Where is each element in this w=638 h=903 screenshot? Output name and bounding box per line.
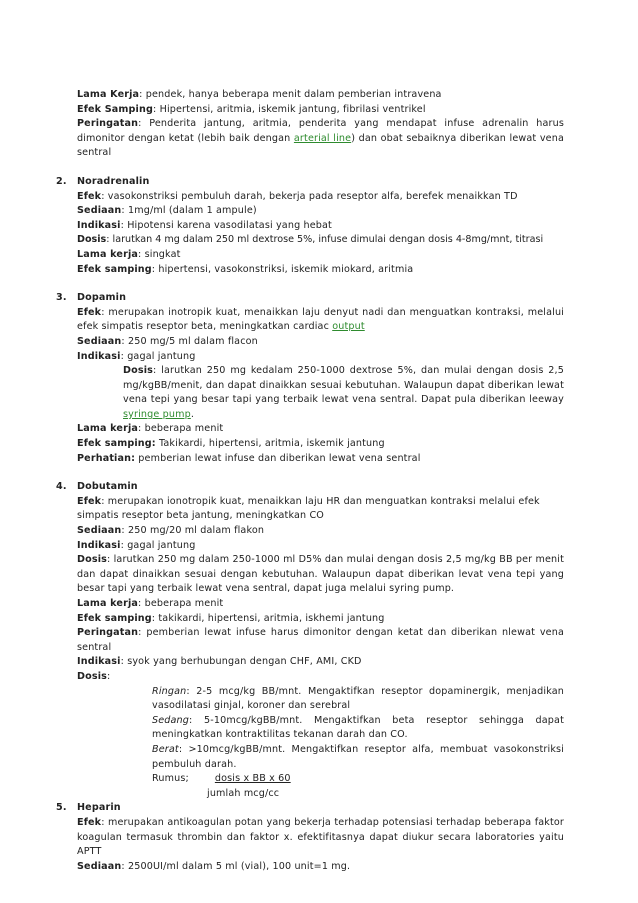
dopamin-efek-samping <box>56 437 564 452</box>
dobutamin-dosis <box>56 553 564 597</box>
rumus-denominator: jumlah mcg/cc <box>207 787 280 799</box>
section-number: 3. <box>56 292 67 304</box>
dopamin-perhatian <box>56 452 564 467</box>
section-title: Dopamin <box>77 292 127 304</box>
dobutamin-dosis-sedang <box>56 714 564 743</box>
dobutamin-dosis-berat <box>56 743 564 772</box>
section-heading-noradrenalin <box>56 175 564 190</box>
value: : 2-5 mcg/kg BB/mnt. Mengaktifkan reseptor dopaminergik, menjadikan vasodilatasi ginjal, koroner dan serebral <box>152 685 564 712</box>
label: Dosis <box>123 365 154 377</box>
rumus-numerator: dosis x BB x 60 <box>214 773 291 785</box>
section-number: 4. <box>56 481 67 493</box>
section-number: 5. <box>56 802 67 814</box>
label: Perhatian: <box>77 452 136 464</box>
value: : beberapa menit <box>138 598 224 609</box>
label: Peringatan <box>77 627 139 639</box>
document-content <box>56 88 564 874</box>
value: : vasokonstriksi pembuluh darah, bekerja pada reseptor alfa, berefek menaikkan TD <box>101 190 518 202</box>
dopamin-dosis <box>56 364 564 422</box>
label: Lama Kerja <box>77 89 140 100</box>
value: : <box>107 670 111 682</box>
label: Peringatan <box>77 118 139 130</box>
value: : Hipertensi, aritmia, iskemik jantung, fibrilasi ventrikel <box>153 103 426 115</box>
heparin-sediaan <box>56 860 564 875</box>
dobutamin-efek-samping <box>56 612 564 627</box>
label: Efek samping <box>77 263 152 275</box>
label: Indikasi <box>77 219 121 231</box>
label: Rumus; <box>152 773 189 785</box>
noradrenalin-indikasi <box>56 219 564 234</box>
value: : merupakan ionotropik kuat, menaikkan laju HR dan menguatkan kontraksi melalui efek simpatis reseptor beta jantung, meningkatkan CO <box>77 495 540 522</box>
label: Indikasi <box>77 539 121 551</box>
label: Sediaan <box>77 525 122 537</box>
section-title: Heparin <box>77 802 121 814</box>
value: : syok yang berhubungan dengan CHF, AMI, CKD <box>120 656 362 668</box>
value: : Hipotensi karena vasodilatasi yang hebat <box>120 219 332 231</box>
dopamin-efek <box>56 306 564 335</box>
noradrenalin-dosis <box>56 233 564 248</box>
dobutamin-dosis-ringan <box>56 685 564 714</box>
noradrenalin-sediaan <box>56 204 564 219</box>
label: Berat <box>152 743 179 755</box>
label: Efek <box>77 306 102 318</box>
section-heading-heparin <box>56 801 564 816</box>
section-heading-dopamin <box>56 291 564 306</box>
dobutamin-peringatan <box>56 626 564 655</box>
dobutamin-dosis-2 <box>56 670 564 685</box>
value: : 250 mg/5 ml dalam flacon <box>121 335 258 347</box>
noradrenalin-efek <box>56 190 564 205</box>
label: Efek <box>77 816 102 828</box>
value: : 250 mg/20 ml dalam flakon <box>121 525 265 537</box>
label: Efek <box>77 495 102 507</box>
syringe-pump-link[interactable]: syringe pump <box>123 408 191 420</box>
value: : >10mcg/kgBB/mnt. Mengaktifkan reseptor alfa, membuat vasokonstriksi pembuluh darah. <box>152 743 564 770</box>
value: : gagal jantung <box>120 350 196 362</box>
value: : hipertensi, vasokonstriksi, iskemik miokard, aritmia <box>151 263 414 275</box>
value: : Penderita jantung, aritmia, penderita yang mendapat infuse adrenalin harus dimonitor dengan ketat (lebih baik dengan <box>77 118 564 144</box>
value: Takikardi, hipertensi, aritmia, iskemik jantung <box>155 438 385 450</box>
value: : larutkan 250 mg kedalam 250-1000 dextrose 5%, dan mulai dengan dosis 2,5 mg/kgBB/menit, dan dapat dinaikkan sesuai kebutuhan. Walaupun dapat diberikan lewat vena tepi yang besar tapi yang terbaik lewat vena sentral. Dapat pula diberikan leeway <box>123 365 564 406</box>
dopamin-lama-kerja <box>56 422 564 437</box>
output-link[interactable]: output <box>332 321 365 333</box>
section-title: Dobutamin <box>77 481 138 493</box>
value: : pendek, hanya beberapa menit dalam pemberian intravena <box>139 89 442 100</box>
label: Dosis <box>77 234 107 246</box>
value: : pemberian lewat infuse harus dimonitor dengan ketat dan diberikan nlewat vena sentral <box>77 627 564 653</box>
value: : 2500UI/ml dalam 5 ml (vial), 100 unit=1 mg. <box>121 860 351 872</box>
value: . <box>190 408 195 420</box>
noradrenalin-lama-kerja <box>56 248 564 263</box>
heparin-efek <box>56 816 564 860</box>
label: Dosis <box>77 554 108 566</box>
dobutamin-indikasi <box>56 539 564 554</box>
label: Indikasi <box>77 656 121 668</box>
value: : larutkan 250 mg dalam 250-1000 ml D5% dan mulai dengan dosis 2,5 mg/kg BB per menit dan dapat dinaikkan sesuai dengan kebutuhan. Walaupun dapat diberikan levat vena tepi yang besar tapi yang terbaik lewat vena sentral, dapat juga melalui syring pump. <box>77 554 564 595</box>
value: : takikardi, hipertensi, aritmia, iskhemi jantung <box>151 612 385 624</box>
value: : gagal jantung <box>120 539 196 551</box>
value: : merupakan antikoagulan potan yang bekerja terhadap potensiasi terhadap beberapa faktor koagulan termasuk thrombin dan faktor x. efektifitasnya dapat diukur secara laboratories yaitu APTT <box>77 816 564 858</box>
label: Efek Samping <box>77 103 153 115</box>
label: Sediaan <box>77 860 122 872</box>
label: Lama kerja <box>77 598 139 609</box>
dobutamin-sediaan <box>56 524 564 539</box>
value: : beberapa menit <box>138 423 224 435</box>
label: Sedang <box>152 714 190 726</box>
dobutamin-indikasi-2 <box>56 655 564 670</box>
label: Efek samping: <box>77 438 156 450</box>
value: : larutkan 4 mg dalam 250 ml dextrose 5%, infuse dimulai dengan dosis 4-8mg/mnt, titrasi <box>106 234 544 246</box>
dopamin-sediaan <box>56 335 564 350</box>
noradrenalin-efek-samping <box>56 263 564 278</box>
label: Sediaan <box>77 335 122 347</box>
arterial-line-link[interactable]: arterial line <box>293 132 352 144</box>
value: : 1mg/ml (dalam 1 ampule) <box>121 205 257 217</box>
intro-lama-kerja <box>56 88 564 103</box>
label: Sediaan <box>77 205 122 217</box>
value: : merupakan inotropik kuat, menaikkan laju denyut nadi dan menguatkan kontraksi, melalui efek simpatis reseptor beta, meningkatkan cardiac <box>77 306 564 333</box>
label: Ringan <box>152 685 187 697</box>
label: Efek samping <box>77 612 152 624</box>
section-heading-dobutamin <box>56 480 564 495</box>
label: Dosis <box>77 670 108 682</box>
value: pemberian lewat infuse dan diberikan lewat vena sentral <box>135 452 421 464</box>
dobutamin-efek <box>56 495 564 524</box>
label: Lama kerja <box>77 423 139 435</box>
section-title: Noradrenalin <box>77 175 150 187</box>
section-number: 2. <box>56 175 67 187</box>
intro-efek-samping <box>56 103 564 118</box>
label: Lama kerja <box>77 248 139 260</box>
dobutamin-rumus <box>56 772 564 787</box>
intro-peringatan <box>56 117 564 161</box>
dopamin-indikasi <box>56 350 564 365</box>
dobutamin-rumus-denominator <box>56 787 564 802</box>
dobutamin-lama-kerja <box>56 597 564 612</box>
value: : 5-10mcg/kgBB/mnt. Mengaktifkan beta reseptor sehingga dapat meningkatkan kontraktilitas tekanan darah dan CO. <box>152 714 564 741</box>
value: : singkat <box>138 248 181 260</box>
value: ) dan obat sebaiknya diberikan lewat vena sentral <box>77 132 564 159</box>
label: Efek <box>77 190 102 202</box>
label: Indikasi <box>77 350 121 362</box>
